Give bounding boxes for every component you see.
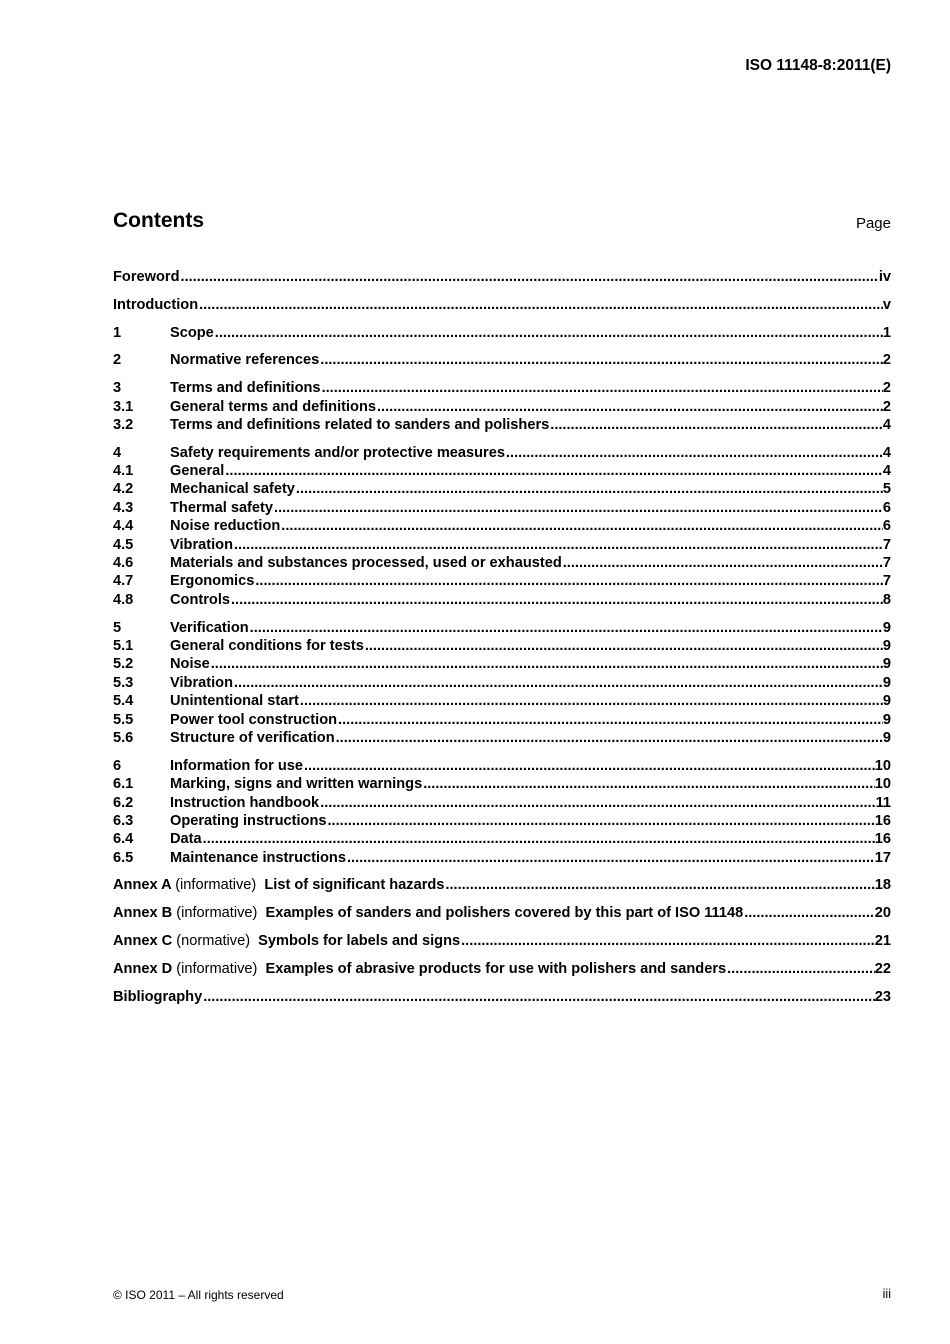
annex-kind: (informative) <box>176 905 258 922</box>
toc-entry-label: General conditions for tests <box>170 637 364 654</box>
dot-leader <box>214 324 883 342</box>
toc-entry-label: Structure of verification <box>170 729 335 746</box>
dot-leader <box>364 637 883 655</box>
toc-entry-page: 10 <box>874 757 891 774</box>
toc-entry-label: Information for use <box>170 757 303 774</box>
annex-kind: (normative) <box>176 933 251 950</box>
toc-entry-number: 4.7 <box>113 573 134 590</box>
toc-entry[interactable] <box>113 692 891 710</box>
dot-leader <box>319 794 875 812</box>
toc-entry-number: 5.6 <box>113 729 134 746</box>
toc-entry-label: Thermal safety <box>170 499 274 516</box>
toc-entry-label: General terms and definitions <box>170 398 376 415</box>
annex-id: Annex A <box>113 877 172 894</box>
toc-entry-label: Bibliography <box>113 988 203 1005</box>
toc-entry[interactable] <box>113 324 891 342</box>
toc-entry-label: Power tool construction <box>170 711 338 728</box>
toc-entry-number: 6.5 <box>113 849 134 866</box>
toc-entry-number: 4.5 <box>113 536 134 553</box>
toc-entry-number: 6.2 <box>113 794 134 811</box>
toc-entry-page: 2 <box>882 398 891 415</box>
toc-entry-page: 2 <box>882 352 891 369</box>
toc-entry-page: 6 <box>882 518 891 535</box>
dot-leader <box>202 988 875 1006</box>
toc-entry-label: Vibration <box>170 536 233 553</box>
toc-entry-page: 9 <box>882 619 891 636</box>
dot-leader <box>562 554 883 572</box>
toc-entry-number: 5.1 <box>113 637 134 654</box>
dot-leader <box>273 499 883 517</box>
toc-entry[interactable] <box>113 711 891 729</box>
toc-entry[interactable] <box>113 480 891 498</box>
toc-entry-page: 7 <box>882 555 891 572</box>
dot-leader <box>346 849 875 867</box>
toc-entry-number: 4.2 <box>113 481 134 498</box>
toc-entry-page: 5 <box>882 481 891 498</box>
dot-leader <box>224 462 883 480</box>
toc-entry-page: 21 <box>874 933 891 950</box>
annex-title: Examples of sanders and polishers covered by this part of ISO 11148 <box>265 905 744 922</box>
toc-entry-page: 20 <box>874 905 891 922</box>
toc-entry[interactable] <box>113 379 891 397</box>
toc-entry-page: 1 <box>882 324 891 341</box>
toc-entry-number: 3 <box>113 380 122 397</box>
toc-entry-page: v <box>882 296 891 313</box>
toc-entry-page: 2 <box>882 380 891 397</box>
dot-leader <box>233 674 883 692</box>
toc-entry-page: 9 <box>882 637 891 654</box>
toc-entry[interactable] <box>113 757 891 775</box>
toc-entry[interactable] <box>113 794 891 812</box>
toc-entry-number: 3.2 <box>113 416 134 433</box>
toc-entry[interactable] <box>113 268 891 286</box>
toc-entry-page: 4 <box>882 416 891 433</box>
toc-entry-page: 9 <box>882 693 891 710</box>
dot-leader <box>254 572 883 590</box>
toc-entry[interactable] <box>113 812 891 830</box>
toc-entry-page: 16 <box>874 831 891 848</box>
toc-entry-number: 4 <box>113 444 122 461</box>
toc-entry-label: Marking, signs and written warnings <box>170 776 423 793</box>
toc-entry-label: Operating instructions <box>170 812 327 829</box>
toc-entry-label: Normative references <box>170 352 320 369</box>
toc-entry-label: Noise reduction <box>170 518 281 535</box>
dot-leader <box>299 692 883 710</box>
toc-entry[interactable] <box>113 536 891 554</box>
toc-entry-page: 9 <box>882 656 891 673</box>
dot-leader <box>549 416 883 434</box>
dot-leader <box>230 591 883 609</box>
toc-entry[interactable] <box>113 729 891 747</box>
dot-leader <box>280 517 883 535</box>
toc-entry-page: 11 <box>875 794 891 811</box>
toc-entry-number: 3.1 <box>113 398 134 415</box>
document-id: ISO 11148-8:2011(E) <box>745 57 891 74</box>
toc-entry-number: 6 <box>113 757 122 774</box>
toc-entry-label: Maintenance instructions <box>170 849 346 866</box>
annex-id: Annex D <box>113 960 173 977</box>
toc-entry-page: 23 <box>874 988 891 1005</box>
dot-leader <box>376 398 883 416</box>
toc-entry-page: 17 <box>874 849 891 866</box>
toc-entry-page: 4 <box>882 463 891 480</box>
toc-entry[interactable] <box>113 960 891 978</box>
dot-leader <box>460 932 875 950</box>
toc-entry-label: Terms and definitions <box>170 380 321 397</box>
toc-entry-number: 4.6 <box>113 555 134 572</box>
dot-leader <box>179 268 878 286</box>
toc-entry-page: 9 <box>882 674 891 691</box>
toc-entry-label: Safety requirements and/or protective measures <box>170 444 505 461</box>
toc-entry-label: General <box>170 463 225 480</box>
dot-leader <box>319 351 883 369</box>
toc-entry-page: 7 <box>882 573 891 590</box>
toc-entry-number: 5.4 <box>113 693 134 710</box>
toc-entry-number: 4.4 <box>113 518 134 535</box>
toc-entry-label: Materials and substances processed, used or exhausted <box>170 555 562 572</box>
toc-entry-label <box>113 932 460 950</box>
toc-entry[interactable] <box>113 416 891 434</box>
dot-leader <box>210 655 883 673</box>
toc-entry-number: 2 <box>113 352 122 369</box>
toc-entry[interactable] <box>113 876 891 894</box>
toc-entry[interactable] <box>113 517 891 535</box>
toc-entry-number: 5 <box>113 619 122 636</box>
toc-entry[interactable] <box>113 988 891 1006</box>
toc-entry[interactable] <box>113 655 891 673</box>
toc-entry-label: Verification <box>170 619 249 636</box>
dot-leader <box>295 480 883 498</box>
dot-leader <box>422 775 875 793</box>
toc-entry[interactable] <box>113 637 891 655</box>
toc-entry[interactable] <box>113 351 891 369</box>
toc-entry-number: 4.1 <box>113 463 134 480</box>
annex-title: List of significant hazards <box>264 877 445 894</box>
toc-entry-number: 6.4 <box>113 831 134 848</box>
dot-leader <box>303 757 875 775</box>
page-number: iii <box>882 1287 891 1301</box>
toc-entry-label: Instruction handbook <box>170 794 320 811</box>
toc-entry[interactable] <box>113 499 891 517</box>
dot-leader <box>321 379 883 397</box>
dot-leader <box>202 830 875 848</box>
toc-entry-number: 6.1 <box>113 776 134 793</box>
dot-leader <box>327 812 875 830</box>
toc-entry-page: 7 <box>882 536 891 553</box>
toc-entry-number: 4.8 <box>113 591 134 608</box>
dot-leader <box>198 296 883 314</box>
copyright-notice: © ISO 2011 – All rights reserved <box>113 1288 284 1302</box>
toc-entry[interactable] <box>113 398 891 416</box>
dot-leader <box>743 904 875 922</box>
dot-leader <box>249 619 883 637</box>
toc-entry-number: 5.5 <box>113 711 134 728</box>
toc-entry-label: Mechanical safety <box>170 481 295 498</box>
toc-entry[interactable] <box>113 775 891 793</box>
toc-entry-page: 6 <box>882 499 891 516</box>
toc-entry-label: Introduction <box>113 296 199 313</box>
toc-entry[interactable] <box>113 830 891 848</box>
toc-entry-label: Noise <box>170 656 210 673</box>
toc-entry[interactable] <box>113 444 891 462</box>
toc-entry[interactable] <box>113 462 891 480</box>
toc-entry-label: Terms and definitions related to sanders and polishers <box>170 416 550 433</box>
toc-entry-label <box>113 904 743 922</box>
toc-entry-page: 16 <box>874 812 891 829</box>
toc-entry-label: Controls <box>170 591 230 608</box>
annex-kind: (informative) <box>176 960 258 977</box>
toc-entry-label: Ergonomics <box>170 573 255 590</box>
toc-entry[interactable] <box>113 619 891 637</box>
annex-kind: (informative) <box>175 877 257 894</box>
toc-entry-number: 5.2 <box>113 656 134 673</box>
toc-entry-number: 4.3 <box>113 499 134 516</box>
page-title: Contents <box>113 209 204 232</box>
toc-entry[interactable] <box>113 849 891 867</box>
annex-title: Examples of abrasive products for use with polishers and sanders <box>265 960 727 977</box>
toc-entry-page: 22 <box>874 960 891 977</box>
annex-id: Annex C <box>113 933 173 950</box>
toc-entry-page: 8 <box>882 591 891 608</box>
toc-entry[interactable] <box>113 572 891 590</box>
toc-entry[interactable] <box>113 674 891 692</box>
toc-entry-label: Unintentional start <box>170 693 299 710</box>
toc-entry[interactable] <box>113 904 891 922</box>
toc-entry-page: 9 <box>882 729 891 746</box>
dot-leader <box>335 729 883 747</box>
toc-entry-page: 4 <box>882 444 891 461</box>
toc-entry-label: Foreword <box>113 269 180 285</box>
annex-title: Symbols for labels and signs <box>258 933 461 950</box>
page-column-label: Page <box>855 215 891 232</box>
toc-entry-label: Data <box>170 831 202 848</box>
toc-entry-page: 10 <box>874 776 891 793</box>
toc-entry-page: 18 <box>874 877 891 894</box>
annex-id: Annex B <box>113 905 173 922</box>
dot-leader <box>726 960 875 978</box>
toc-entry-number: 6.3 <box>113 812 134 829</box>
toc-entry-page: 9 <box>882 711 891 728</box>
dot-leader <box>233 536 883 554</box>
toc-entry-label: Vibration <box>170 674 233 691</box>
toc-entry-label <box>113 960 726 978</box>
toc-entry[interactable] <box>113 591 891 609</box>
dot-leader <box>337 711 883 729</box>
toc-entry-number: 1 <box>113 324 122 341</box>
toc-entry-number: 5.3 <box>113 674 134 691</box>
table-of-contents <box>113 268 891 1006</box>
dot-leader <box>444 876 874 894</box>
toc-entry[interactable] <box>113 932 891 950</box>
toc-entry[interactable] <box>113 296 891 314</box>
toc-entry-page: iv <box>878 269 891 285</box>
toc-entry-label: Scope <box>170 324 214 341</box>
toc-entry-label <box>113 876 444 894</box>
toc-entry[interactable] <box>113 554 891 572</box>
dot-leader <box>505 444 883 462</box>
